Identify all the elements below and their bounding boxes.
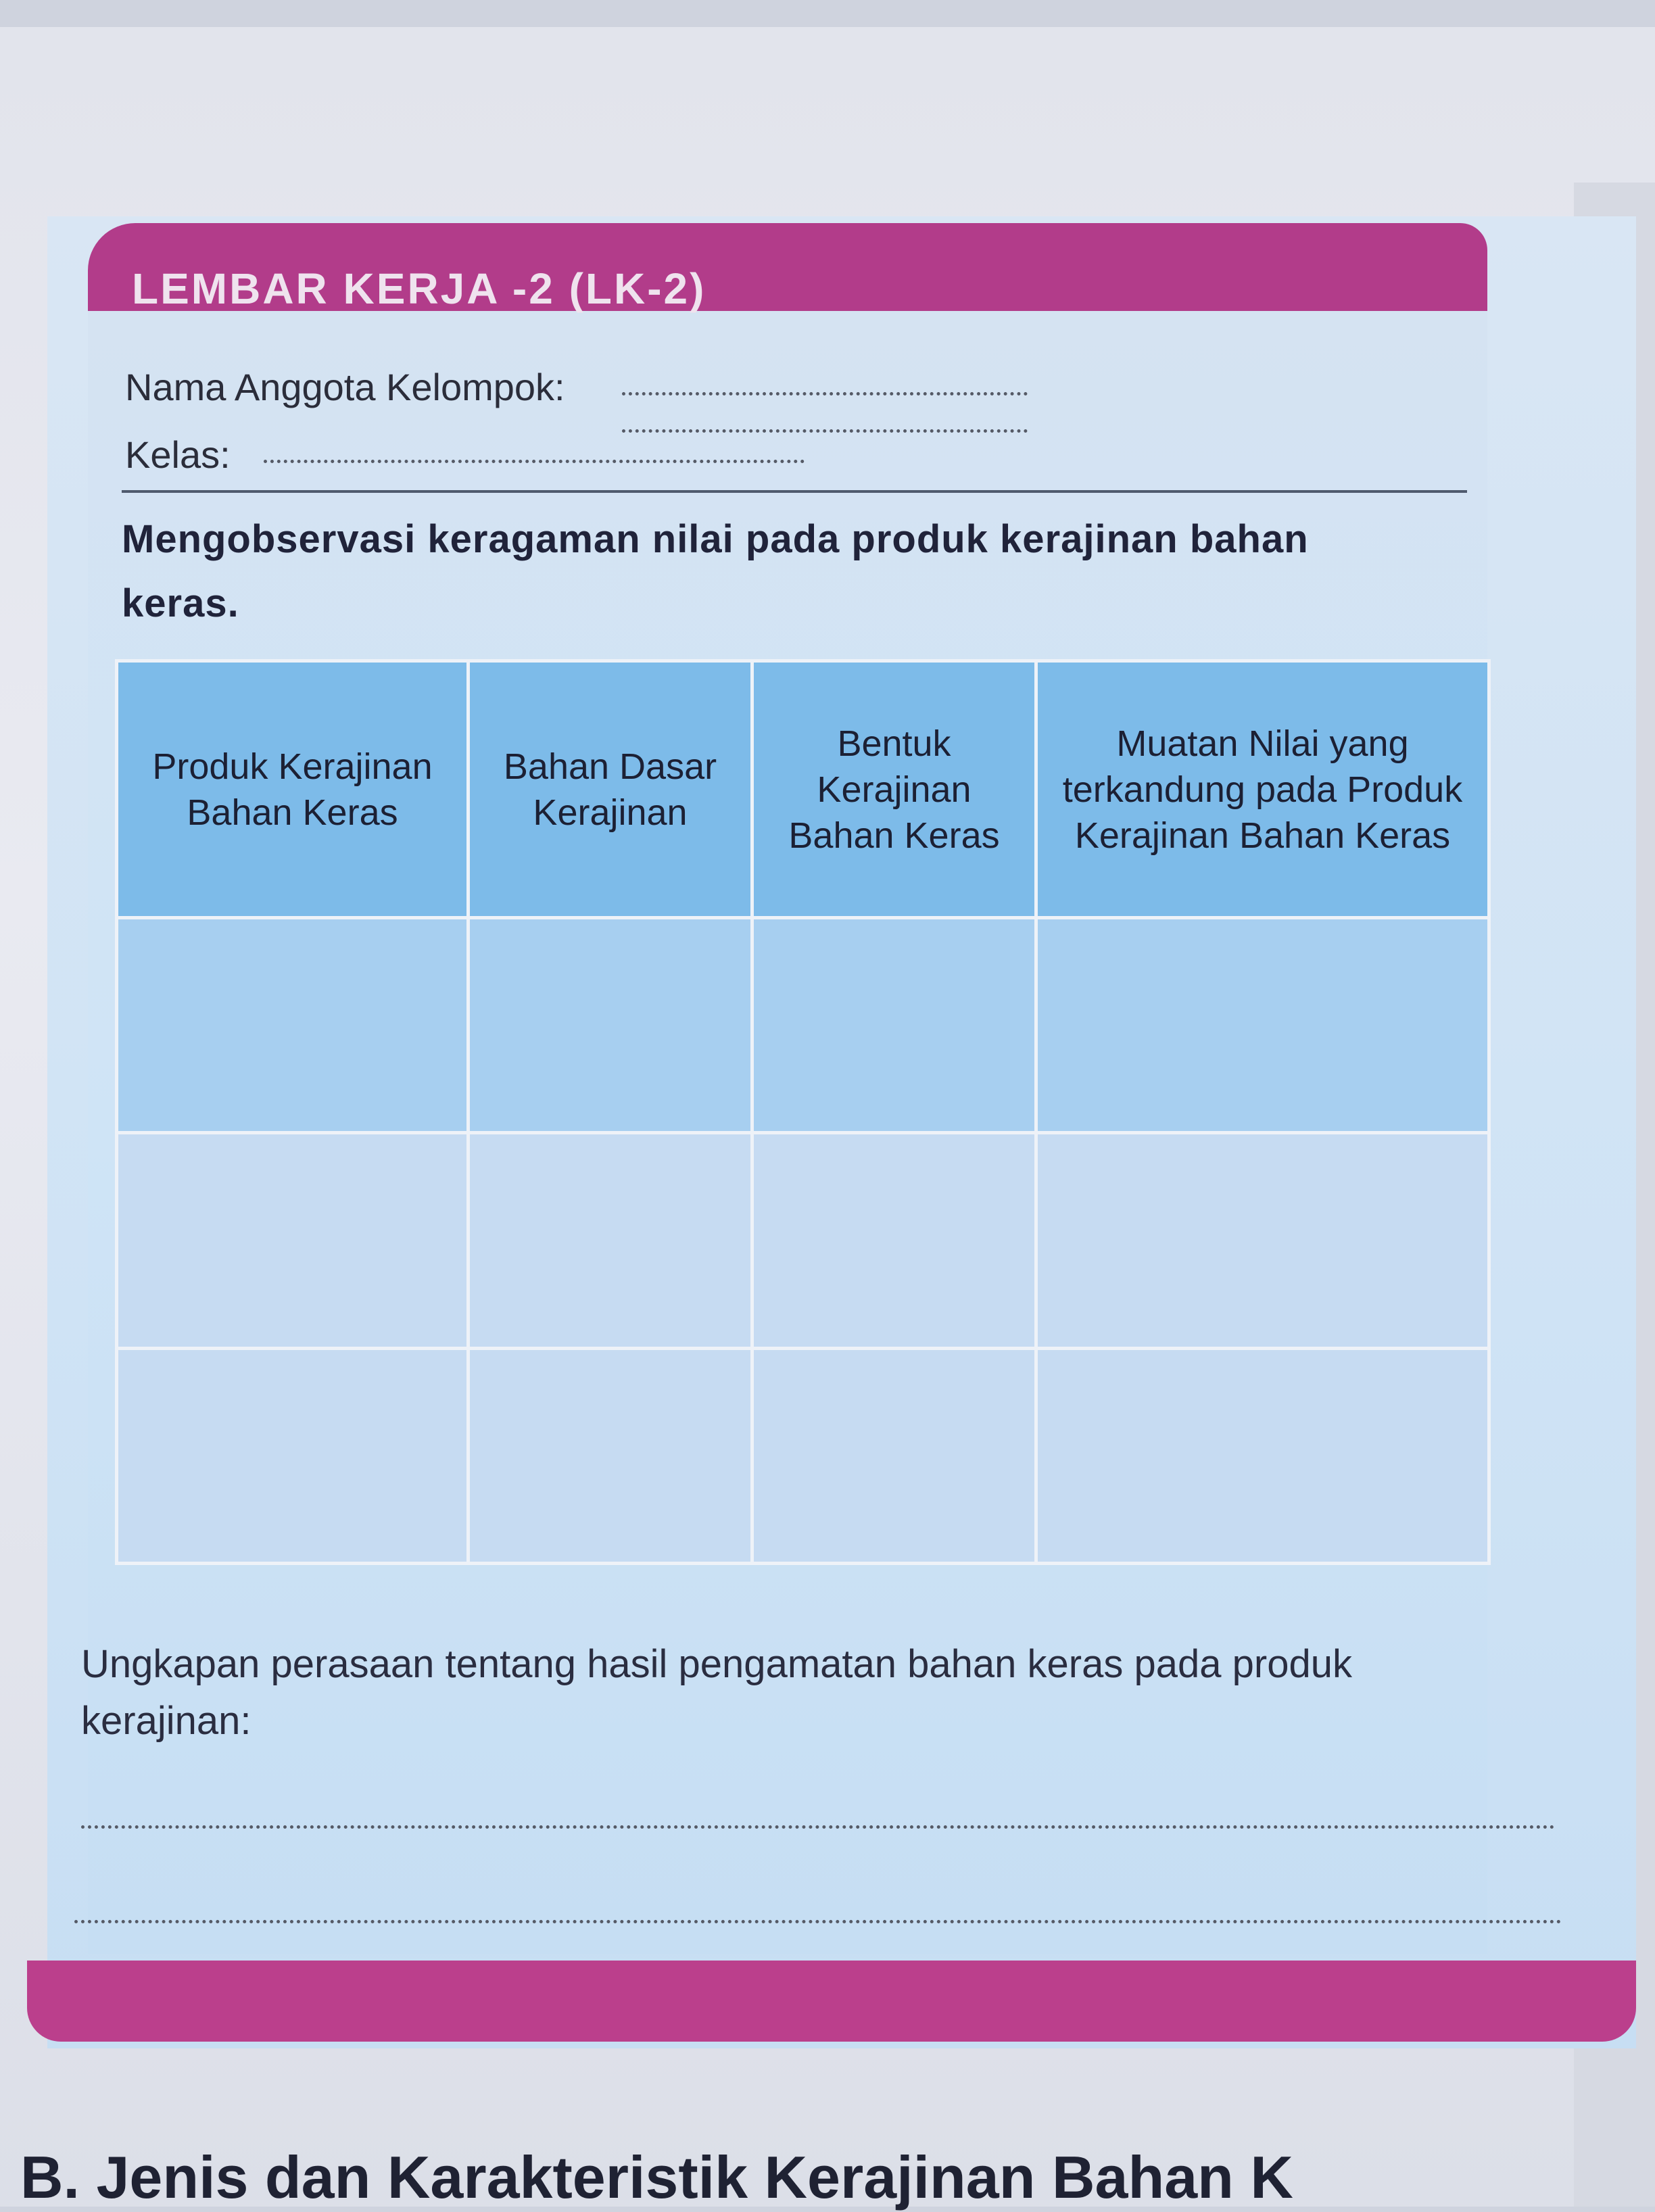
header-divider xyxy=(122,490,1467,493)
header-muatan-nilai: Muatan Nilai yang terkandung pada Produk Kerajinan Bahan Keras xyxy=(1036,661,1489,918)
header-bentuk-kerajinan: Bentuk Kerajinan Bahan Keras xyxy=(752,661,1036,918)
group-members-input-line[interactable] xyxy=(622,392,1028,395)
reflection-prompt: Ungkapan perasaan tentang hasil pengamatan bahan keras pada produk kerajinan: xyxy=(81,1642,1352,1743)
table-cell[interactable] xyxy=(469,1348,752,1563)
reflection-answer-line-2[interactable] xyxy=(74,1920,1562,1923)
group-members-label: Nama Anggota Kelompok: xyxy=(125,366,565,408)
table-row xyxy=(117,1133,1489,1348)
class-label: Kelas: xyxy=(125,433,231,476)
table-cell[interactable] xyxy=(1036,1348,1489,1563)
group-members-input-line-2[interactable] xyxy=(622,429,1028,433)
reflection-answer-line-1[interactable] xyxy=(81,1825,1555,1829)
table-cell[interactable] xyxy=(752,1348,1036,1563)
table-cell[interactable] xyxy=(752,918,1036,1133)
worksheet-title: LEMBAR KERJA -2 (LK-2) xyxy=(132,264,706,313)
table-cell[interactable] xyxy=(117,1348,469,1563)
header-produk-kerajinan: Produk Kerajinan Bahan Keras xyxy=(117,661,469,918)
table-cell[interactable] xyxy=(752,1133,1036,1348)
class-input-line[interactable] xyxy=(264,460,805,463)
table-row xyxy=(117,918,1489,1133)
table-cell[interactable] xyxy=(117,918,469,1133)
table-row xyxy=(117,1348,1489,1563)
table-header-row xyxy=(117,661,1489,918)
table-cell[interactable] xyxy=(469,918,752,1133)
next-section-heading: B. Jenis dan Karakteristik Kerajinan Bahan K xyxy=(20,2144,1293,2211)
header-bahan-dasar: Bahan Dasar Kerajinan xyxy=(469,661,752,918)
table-cell[interactable] xyxy=(117,1133,469,1348)
worksheet-bottom-bar xyxy=(27,1961,1636,2042)
instruction-text: Mengobservasi keragaman nilai pada produk kerajinan bahan keras. xyxy=(122,517,1309,625)
observation-table xyxy=(115,659,1491,1565)
table-cell[interactable] xyxy=(1036,1133,1489,1348)
table-cell[interactable] xyxy=(1036,918,1489,1133)
table-cell[interactable] xyxy=(469,1133,752,1348)
